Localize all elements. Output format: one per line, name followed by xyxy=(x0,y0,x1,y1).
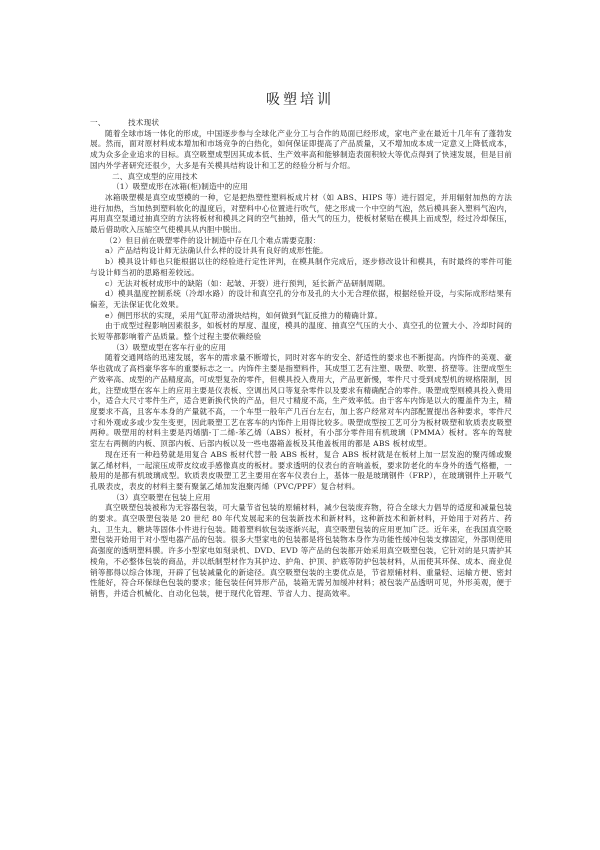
section-heading-text: 技术现状 xyxy=(128,118,160,127)
body-paragraph: a）产品结构设计师无法确认什么样的设计具有良好的成形性能。 xyxy=(105,246,328,256)
body-paragraph: c）无法对板材成形中的缺陷（如：起皱、开裂）进行预判，延长新产品研制周期。 xyxy=(105,278,391,288)
body-paragraph: 现在还有一种趋势就是用复合 ABS 板材代替一般 ABS 板材，复合 ABS 板材就是在板材上加一层发泡的聚丙烯或聚氯乙烯材料，一起滚压成带皮纹或手感像真皮的板材。要求透明的仪表台的音响盖板，要求防老化的车身外的透气格栅，一般用的是都有机玻璃成型。软质表皮吸塑工艺主要用在客车仪表台上，基体一般是玻璃钢件（FRP），在玻璃钢件上开吸气孔吸表皮，表皮的材料主要有聚氯乙烯加发泡聚丙烯（PVC/PPF）复合材料。 xyxy=(90,449,512,491)
document-body xyxy=(90,118,512,600)
section-heading: 二、真空成型的应用技术 xyxy=(112,171,198,181)
section-heading xyxy=(90,118,512,129)
body-paragraph: 真空吸塑包装被称为无容器包装，可大量节省包装的原辅材料，减少包装废弃物，符合全球大力倡导的适度和减量包装的要求。真空吸塑包装是 20 世纪 80 年代发展起来的包装新技术和新材料，这种新技术和新材料，开始用于对药片、药丸、卫生丸、糖块等固体小件进行包装。随着塑料软包装逐渐兴起，真空吸塑包装的应用更加广泛。近年来，在我国真空吸塑包装开始用于对小型电器产品的包装。很多大型家电的包装都是将包装物本身作为功能性缓冲包装支撑固定，外部则使用高强度的透明塑料膜。许多小型家电如刻录机、DVD、EVD 等产品的包装都开始采用真空吸塑包装，它针对的是只需护其棱角，不必整体包装的商品，并以纸制型材作为其护边、护角、护顶、护底等防护包装材料，从而使其环保、成本、商业促销等都得以综合体现，开辟了包装减量化的新途径。真空吸塑包装的主要优点是，节省原辅材料、重量轻、运输方便、密封性能好，符合环保绿色包装的要求；能包装任何异形产品，装箱无需另加缓冲材料；被包装产品透明可见，外形美观，便于销售，并适合机械化、自动化包装，便于现代化管理、节省人力、提高效率。 xyxy=(90,503,512,598)
body-paragraph: 冰箱吸塑模是真空成型模的一种，它是把热塑性塑料板成片材（如 ABS、HIPS 等）进行固定，并用辐射加热的方法进行加热，当加热到塑料软化的温度后，对塑料中心位置进行吹气，使之形成一个中空的气泡，然后模具套入塑料气泡内，再用真空泵通过抽真空的方法将板材和模具之间的空气抽掉，借大气的压力，使板材紧贴在模具上而成型，经过冷却保压，最后借助吹入压缩空气使模具从内胆中脱出。 xyxy=(90,192,512,235)
body-paragraph: d）模具温度控制系统（冷却水路）的设计和真空孔的分布及孔的大小无合理依据，根据经验开设，与实际成形结果有偏差，无法保证优化效果。 xyxy=(90,289,512,309)
subsection-heading: （3）真空吸塑在包装上应用 xyxy=(112,492,211,502)
body-paragraph: （2）但目前在吸塑零件的设计制造中存在几个难点需要克服： xyxy=(105,235,321,245)
body-paragraph: 随着交通网络的迅速发展，客车的需求量不断增长，同时对客车的安全、舒适性的要求也不断提高。内饰件的美观、豪华也就成了高档豪华客车的重要标志之一。内饰件主要是指塑料件，其成型工艺有注塑、吸塑、吹塑、挤塑等。注塑成型生产效率高、成型的产品精度高，可成型复杂的零件，但模具投入费用大，产品更新慢，零件尺寸受到成型机的规格限制，因此，注塑成型在客车上的应用主要是仪表板、空调出风口等复杂零件以及要求有精确配合的零件。吸塑成型则模具投入费用小，适合大尺寸零件生产，适合更新换代快的产品，但尺寸精度不高，生产效率低。由于客车内饰是以大的覆盖件为主，精度要求不高，且客车本身的产量就不高，一个车型一般年产几百台左右，加上客户经常对车内部配置提出各种要求，零件尺寸和外观或多或少发生变更，因此吸塑工艺在客车的内饰件上用得比较多。吸塑成型按工艺可分为板材吸塑和软质表皮吸塑两种。吸塑用的材料主要是丙烯腈-丁二烯-苯乙烯（ABS）板材，有小部分零件用有机玻璃（PMMA）板材。客车的驾驶室左右两侧的内板、顶部内板、后部内板以及一些电器箱盖板及其他盖板用的都是 ABS 板材成型。 xyxy=(90,353,512,449)
body-paragraph: e）侧凹形状的实现，采用气缸带动滑块结构，如何做到气缸反推力的精确计算。 xyxy=(105,310,383,320)
document-title: 吸塑培训 xyxy=(266,92,334,108)
subsection-heading: （1）吸塑成形在冰箱(柜)制造中的应用 xyxy=(112,182,249,192)
subsection-heading: （3）吸塑成型在客车行业的应用 xyxy=(112,342,227,352)
body-paragraph: 随着全球市场一体化的形成，中国逐步参与全球化产业分工与合作的局面已经形成，家电产业在最近十几年有了蓬勃发展。然而，面对原材料成本增加和市场竞争的白热化，如何保证即提高了产品质量，又不增加成本成一定意义上降低成本，成为众多企业追求的目标。真空吸塑成型因其成本低、生产效率高和能够制造表面积较大等优点得到了快速发展，但是目前国内外学者研究还很少，大多是有关模具结构设计和工艺的经验分析与介绍。 xyxy=(90,128,512,170)
section-number: 一、 xyxy=(90,118,106,127)
body-paragraph: 由于成型过程影响因素很多，如板材的厚度、温度，模具的温度、抽真空气压的大小、真空孔的位置大小、冷却时间的长短等都影响着产品质量。整个过程主要依赖经验 xyxy=(90,321,512,342)
body-paragraph: b）模具设计师也只能根据以往的经验进行定性评判，在模具制作完成后，逐步修改设计和模具，有时最终的零件可能与设计师当初的思路相差较远。 xyxy=(90,257,512,277)
